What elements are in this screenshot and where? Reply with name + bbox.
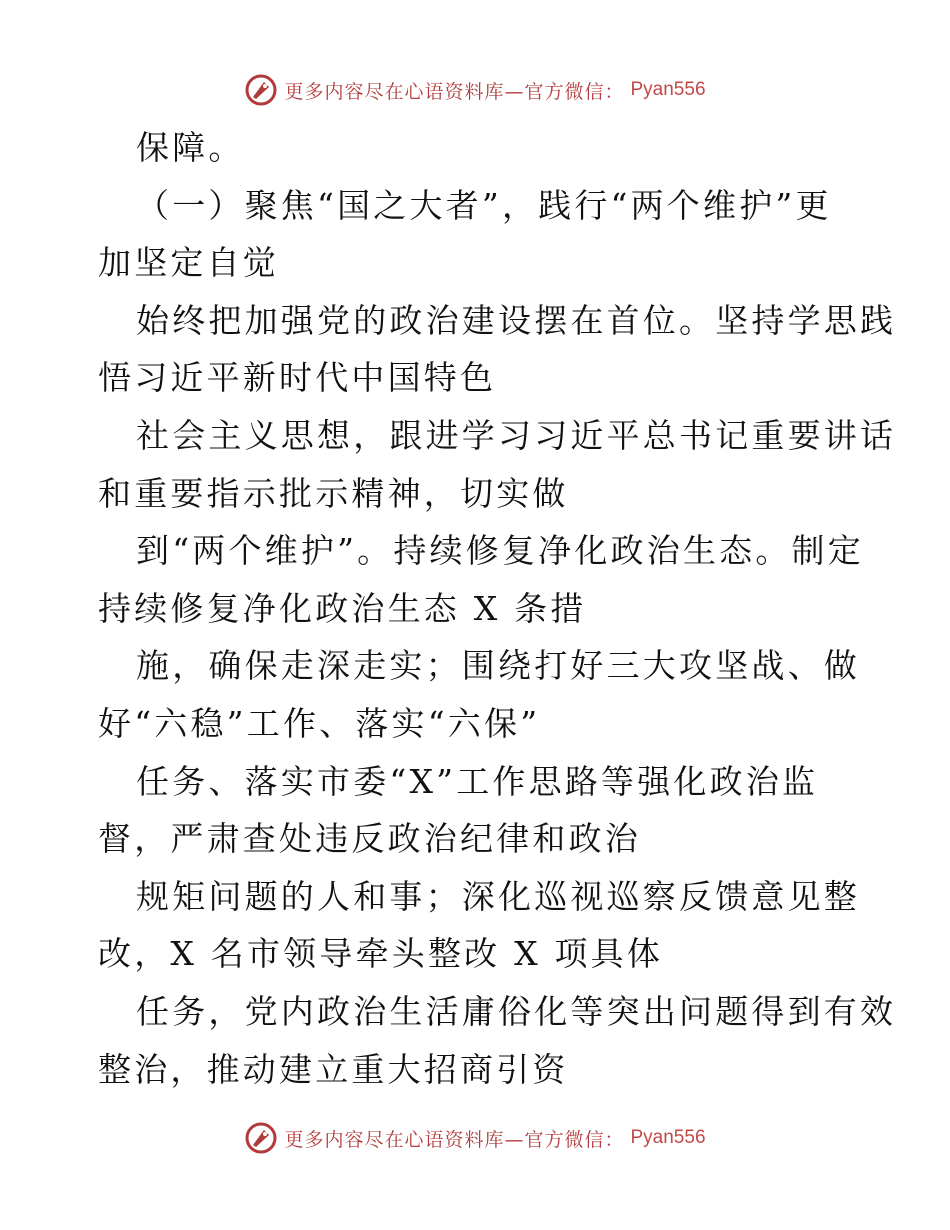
banner-text: 更多内容尽在心语资料库—官方微信： — [284, 1128, 625, 1151]
paragraph-line: 社会主义思想，跟进学习习近平总书记重要讲话 — [136, 415, 897, 455]
paragraph-line: 好“六稳”工作、落实“六保” — [98, 703, 541, 743]
paragraph-line: 施，确保走深走实；围绕打好三大攻坚战、做 — [136, 646, 860, 686]
document-body — [98, 119, 897, 1098]
paragraph-line: 和重要指示批示精神，切实做 — [98, 473, 569, 513]
section-heading-line: （一）聚焦“国之大者”，践行“两个维护”更 — [136, 185, 832, 225]
paragraph-line: 督，严肃查处违反政治纪律和政治 — [98, 819, 641, 859]
pen-nib-logo-icon — [244, 73, 278, 107]
paragraph-line: 任务，党内政治生活庸俗化等突出问题得到有效 — [136, 991, 897, 1031]
paragraph-line: 整治，推动建立重大招商引资 — [98, 1049, 569, 1089]
section-heading-line: 加坚定自觉 — [98, 243, 279, 283]
paragraph-line: 保障。 — [136, 128, 245, 167]
paragraph-line: 任务、落实市委“X”工作思路等强化政治监 — [136, 761, 819, 801]
pen-nib-logo-icon — [244, 1121, 278, 1155]
paragraph-line: 到“两个维护”。持续修复净化政治生态。制定 — [136, 531, 864, 571]
banner-wechat-id: Pyan556 — [630, 1127, 706, 1148]
paragraph-line: 悟习近平新时代中国特色 — [98, 358, 497, 398]
header-banner — [0, 70, 950, 110]
paragraph-line: 改，X 名市领导牵头整改 X 项具体 — [98, 934, 664, 974]
paragraph-line: 持续修复净化政治生态 X 条措 — [98, 588, 587, 628]
paragraph-line: 规矩问题的人和事；深化巡视巡察反馈意见整 — [136, 876, 860, 916]
banner-text: 更多内容尽在心语资料库—官方微信： — [284, 80, 625, 103]
footer-banner — [0, 1118, 950, 1158]
banner-wechat-id: Pyan556 — [630, 79, 706, 100]
paragraph-line: 始终把加强党的政治建设摆在首位。坚持学思践 — [136, 300, 897, 340]
